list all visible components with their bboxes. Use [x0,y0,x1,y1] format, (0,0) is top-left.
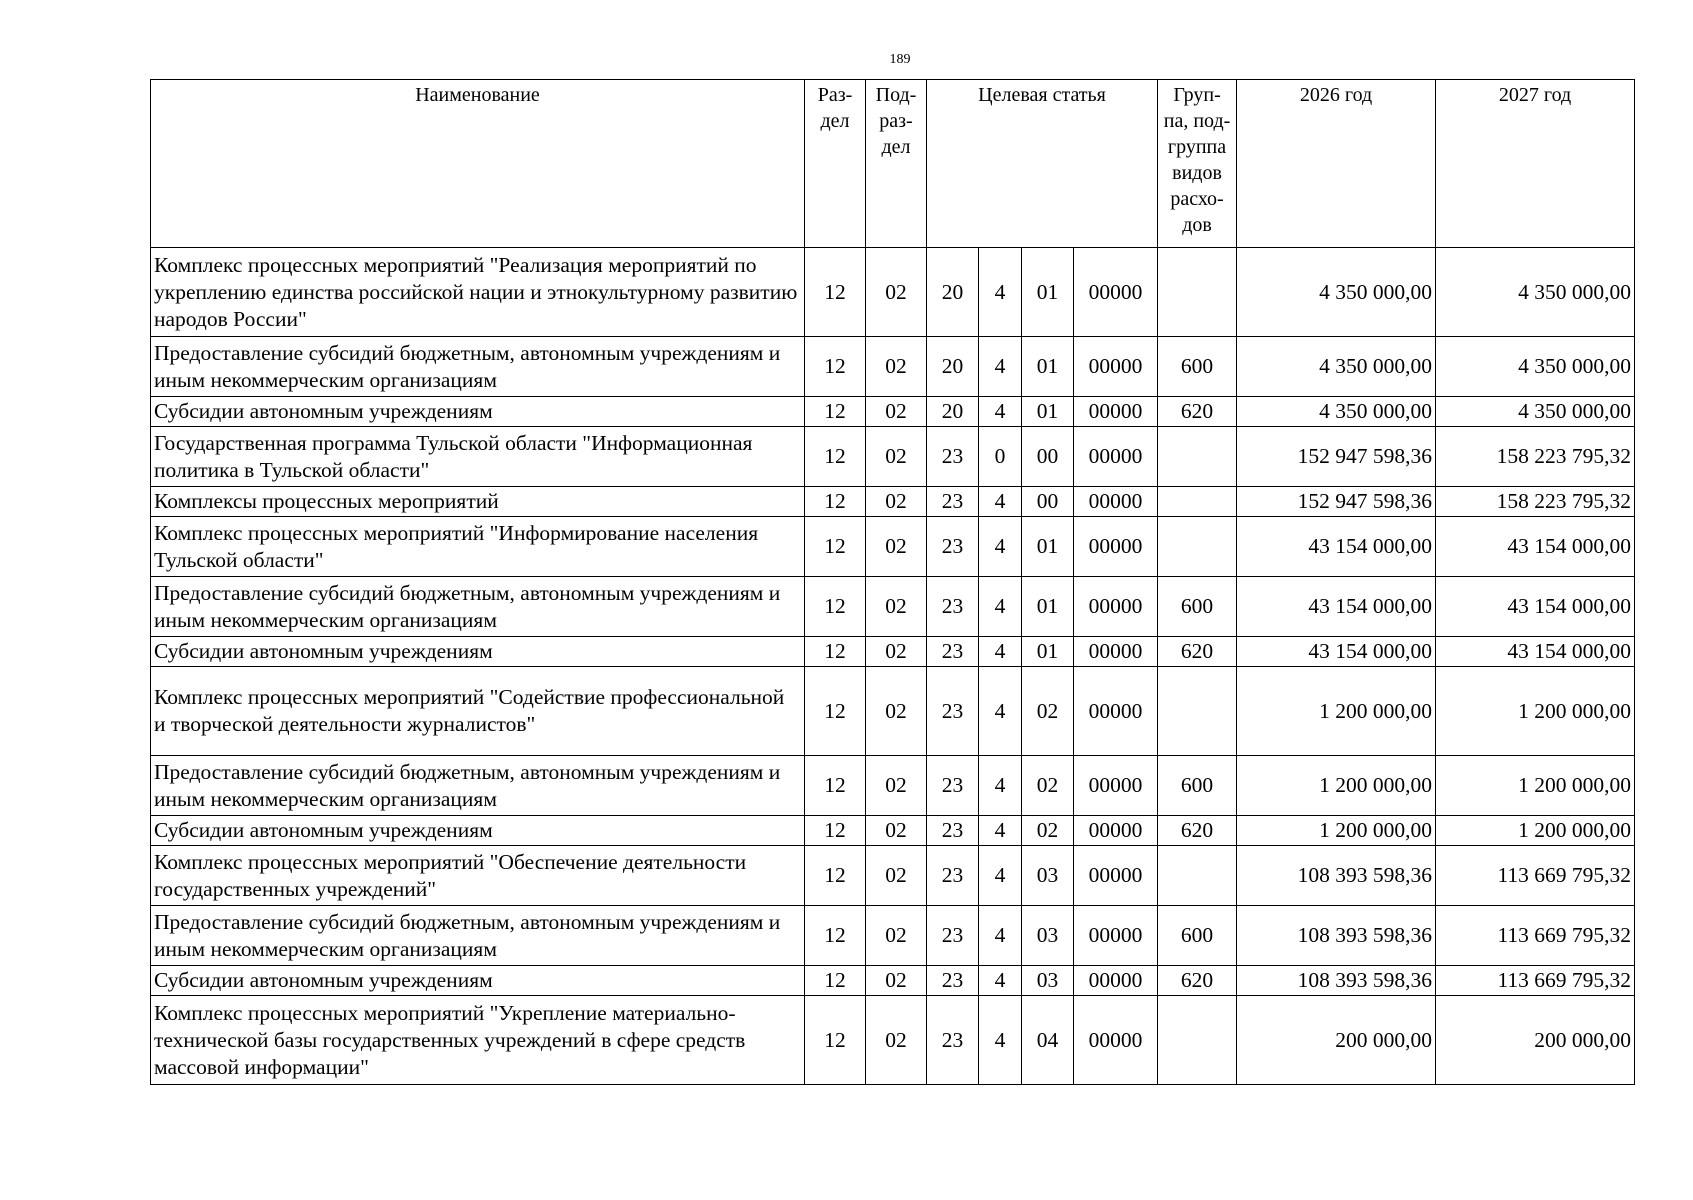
table-row [151,427,1635,487]
row-amount-2026: 108 393 598,36 [1237,846,1436,906]
row-amount-2027: 200 000,00 [1436,996,1635,1085]
row-expense-group: 620 [1158,637,1237,667]
row-target-type: 4 [979,577,1022,637]
row-subsection: 02 [866,966,927,996]
row-target-type: 4 [979,397,1022,427]
budget-table [150,79,1635,1085]
row-section: 12 [805,637,866,667]
row-name: Субсидии автономным учреждениям [151,397,805,427]
row-section: 12 [805,427,866,487]
row-amount-2027: 4 350 000,00 [1436,397,1635,427]
row-amount-2027: 43 154 000,00 [1436,637,1635,667]
row-amount-2027: 113 669 795,32 [1436,966,1635,996]
row-target-program: 23 [927,517,979,577]
row-target-item: 03 [1022,906,1074,966]
header-year-2027: 2027 год [1436,80,1635,248]
row-amount-2026: 43 154 000,00 [1237,517,1436,577]
row-target-type: 4 [979,667,1022,756]
row-expense-group: 620 [1158,816,1237,846]
table-row [151,487,1635,517]
row-subsection: 02 [866,816,927,846]
row-name: Предоставление субсидий бюджетным, автономным учреждениям и иным некоммерческим организациям [151,756,805,816]
row-target-item: 03 [1022,846,1074,906]
page-number: 189 [889,52,911,67]
row-section: 12 [805,816,866,846]
row-target-type: 4 [979,846,1022,906]
row-target-item: 02 [1022,816,1074,846]
row-target-type: 4 [979,906,1022,966]
header-target: Целевая статья [927,80,1158,248]
row-name: Предоставление субсидий бюджетным, автономным учреждениям и иным некоммерческим организациям [151,337,805,397]
row-name: Комплекс процессных мероприятий "Содействие профессиональной и творческой деятельности журналистов" [151,667,805,756]
row-expense-group [1158,487,1237,517]
row-subsection: 02 [866,427,927,487]
row-target-item: 01 [1022,577,1074,637]
row-expense-group: 620 [1158,397,1237,427]
row-target-direction: 00000 [1074,337,1158,397]
row-amount-2026: 1 200 000,00 [1237,667,1436,756]
row-amount-2027: 158 223 795,32 [1436,487,1635,517]
row-amount-2027: 1 200 000,00 [1436,816,1635,846]
row-section: 12 [805,966,866,996]
row-target-direction: 00000 [1074,487,1158,517]
table-row [151,966,1635,996]
row-amount-2026: 108 393 598,36 [1237,966,1436,996]
row-target-direction: 00000 [1074,816,1158,846]
row-section: 12 [805,337,866,397]
row-target-program: 23 [927,427,979,487]
row-section: 12 [805,487,866,517]
row-section: 12 [805,248,866,337]
row-name: Комплексы процессных мероприятий [151,487,805,517]
row-target-type: 0 [979,427,1022,487]
row-target-program: 23 [927,846,979,906]
table-row [151,996,1635,1085]
row-target-type: 4 [979,487,1022,517]
row-amount-2026: 108 393 598,36 [1237,906,1436,966]
row-target-program: 23 [927,667,979,756]
row-amount-2027: 43 154 000,00 [1436,577,1635,637]
row-section: 12 [805,756,866,816]
row-subsection: 02 [866,248,927,337]
row-amount-2026: 4 350 000,00 [1237,337,1436,397]
row-subsection: 02 [866,517,927,577]
row-target-program: 23 [927,996,979,1085]
table-row [151,248,1635,337]
row-target-direction: 00000 [1074,397,1158,427]
row-target-direction: 00000 [1074,577,1158,637]
row-subsection: 02 [866,487,927,517]
row-target-type: 4 [979,966,1022,996]
row-target-item: 02 [1022,667,1074,756]
row-expense-group [1158,846,1237,906]
row-target-direction: 00000 [1074,846,1158,906]
row-expense-group: 600 [1158,906,1237,966]
row-amount-2027: 43 154 000,00 [1436,517,1635,577]
table-row [151,397,1635,427]
header-subsection-text: Под- раз- дел [875,84,917,158]
header-subsection [866,80,927,248]
row-amount-2026: 43 154 000,00 [1237,637,1436,667]
table-row [151,816,1635,846]
table-row [151,637,1635,667]
header-section-text: Раз- дел [817,84,853,132]
row-subsection: 02 [866,637,927,667]
row-name: Комплекс процессных мероприятий "Информирование населения Тульской области" [151,517,805,577]
row-name: Субсидии автономным учреждениям [151,966,805,996]
row-target-direction: 00000 [1074,427,1158,487]
table-row [151,337,1635,397]
row-target-direction: 00000 [1074,517,1158,577]
row-name: Субсидии автономным учреждениям [151,816,805,846]
row-target-program: 20 [927,248,979,337]
row-section: 12 [805,846,866,906]
row-amount-2027: 4 350 000,00 [1436,337,1635,397]
table-row [151,667,1635,756]
row-expense-group [1158,517,1237,577]
row-amount-2027: 113 669 795,32 [1436,906,1635,966]
row-name: Предоставление субсидий бюджетным, автономным учреждениям и иным некоммерческим организациям [151,577,805,637]
row-section: 12 [805,667,866,756]
row-section: 12 [805,996,866,1085]
header-group-text: Груп- па, под- группа видов расхо- дов [1163,84,1231,236]
row-target-type: 4 [979,996,1022,1085]
row-target-type: 4 [979,517,1022,577]
row-amount-2027: 4 350 000,00 [1436,248,1635,337]
row-subsection: 02 [866,846,927,906]
row-section: 12 [805,906,866,966]
row-amount-2027: 158 223 795,32 [1436,427,1635,487]
row-subsection: 02 [866,577,927,637]
row-target-item: 02 [1022,756,1074,816]
row-target-item: 00 [1022,427,1074,487]
row-target-type: 4 [979,816,1022,846]
table-row [151,756,1635,816]
row-expense-group [1158,996,1237,1085]
header-group [1158,80,1237,248]
row-amount-2026: 4 350 000,00 [1237,248,1436,337]
row-target-item: 00 [1022,487,1074,517]
row-subsection: 02 [866,906,927,966]
table-row [151,517,1635,577]
row-target-item: 03 [1022,966,1074,996]
row-name: Предоставление субсидий бюджетным, автономным учреждениям и иным некоммерческим организациям [151,906,805,966]
row-amount-2027: 113 669 795,32 [1436,846,1635,906]
row-target-type: 4 [979,637,1022,667]
row-section: 12 [805,397,866,427]
row-expense-group: 600 [1158,577,1237,637]
row-target-item: 01 [1022,248,1074,337]
row-target-program: 23 [927,756,979,816]
row-target-program: 23 [927,816,979,846]
row-expense-group [1158,667,1237,756]
row-subsection: 02 [866,756,927,816]
row-target-item: 01 [1022,517,1074,577]
row-section: 12 [805,577,866,637]
header-year-2026: 2026 год [1237,80,1436,248]
row-amount-2027: 1 200 000,00 [1436,756,1635,816]
row-expense-group: 600 [1158,337,1237,397]
row-target-direction: 00000 [1074,996,1158,1085]
row-name: Государственная программа Тульской области "Информационная политика в Тульской области" [151,427,805,487]
row-expense-group [1158,248,1237,337]
row-target-program: 23 [927,637,979,667]
header-section [805,80,866,248]
row-name: Комплекс процессных мероприятий "Реализация мероприятий по укреплению единства российской нации и этнокультурному развитию народов России" [151,248,805,337]
row-target-direction: 00000 [1074,248,1158,337]
row-target-item: 01 [1022,397,1074,427]
row-target-program: 23 [927,966,979,996]
row-target-program: 20 [927,337,979,397]
row-target-item: 04 [1022,996,1074,1085]
row-name: Комплекс процессных мероприятий "Обеспечение деятельности государственных учреждений" [151,846,805,906]
table-row [151,577,1635,637]
row-amount-2026: 4 350 000,00 [1237,397,1436,427]
table-row [151,846,1635,906]
row-expense-group: 620 [1158,966,1237,996]
row-subsection: 02 [866,996,927,1085]
row-amount-2026: 152 947 598,36 [1237,427,1436,487]
row-target-program: 20 [927,397,979,427]
row-target-type: 4 [979,337,1022,397]
row-target-direction: 00000 [1074,906,1158,966]
row-name: Субсидии автономным учреждениям [151,637,805,667]
row-target-item: 01 [1022,637,1074,667]
row-target-type: 4 [979,756,1022,816]
row-target-program: 23 [927,577,979,637]
row-target-direction: 00000 [1074,756,1158,816]
row-target-program: 23 [927,906,979,966]
row-amount-2026: 43 154 000,00 [1237,577,1436,637]
row-target-direction: 00000 [1074,637,1158,667]
row-target-item: 01 [1022,337,1074,397]
row-amount-2026: 1 200 000,00 [1237,816,1436,846]
row-subsection: 02 [866,337,927,397]
row-target-type: 4 [979,248,1022,337]
row-amount-2027: 1 200 000,00 [1436,667,1635,756]
header-row [151,80,1635,248]
row-subsection: 02 [866,397,927,427]
row-name: Комплекс процессных мероприятий "Укрепление материально-технической базы государственных учреждений в сфере средств массовой информации" [151,996,805,1085]
row-subsection: 02 [866,667,927,756]
row-target-direction: 00000 [1074,966,1158,996]
header-name: Наименование [151,80,805,248]
row-target-direction: 00000 [1074,667,1158,756]
row-expense-group: 600 [1158,756,1237,816]
row-amount-2026: 152 947 598,36 [1237,487,1436,517]
row-amount-2026: 200 000,00 [1237,996,1436,1085]
row-section: 12 [805,517,866,577]
row-expense-group [1158,427,1237,487]
table-row [151,906,1635,966]
row-amount-2026: 1 200 000,00 [1237,756,1436,816]
row-target-program: 23 [927,487,979,517]
